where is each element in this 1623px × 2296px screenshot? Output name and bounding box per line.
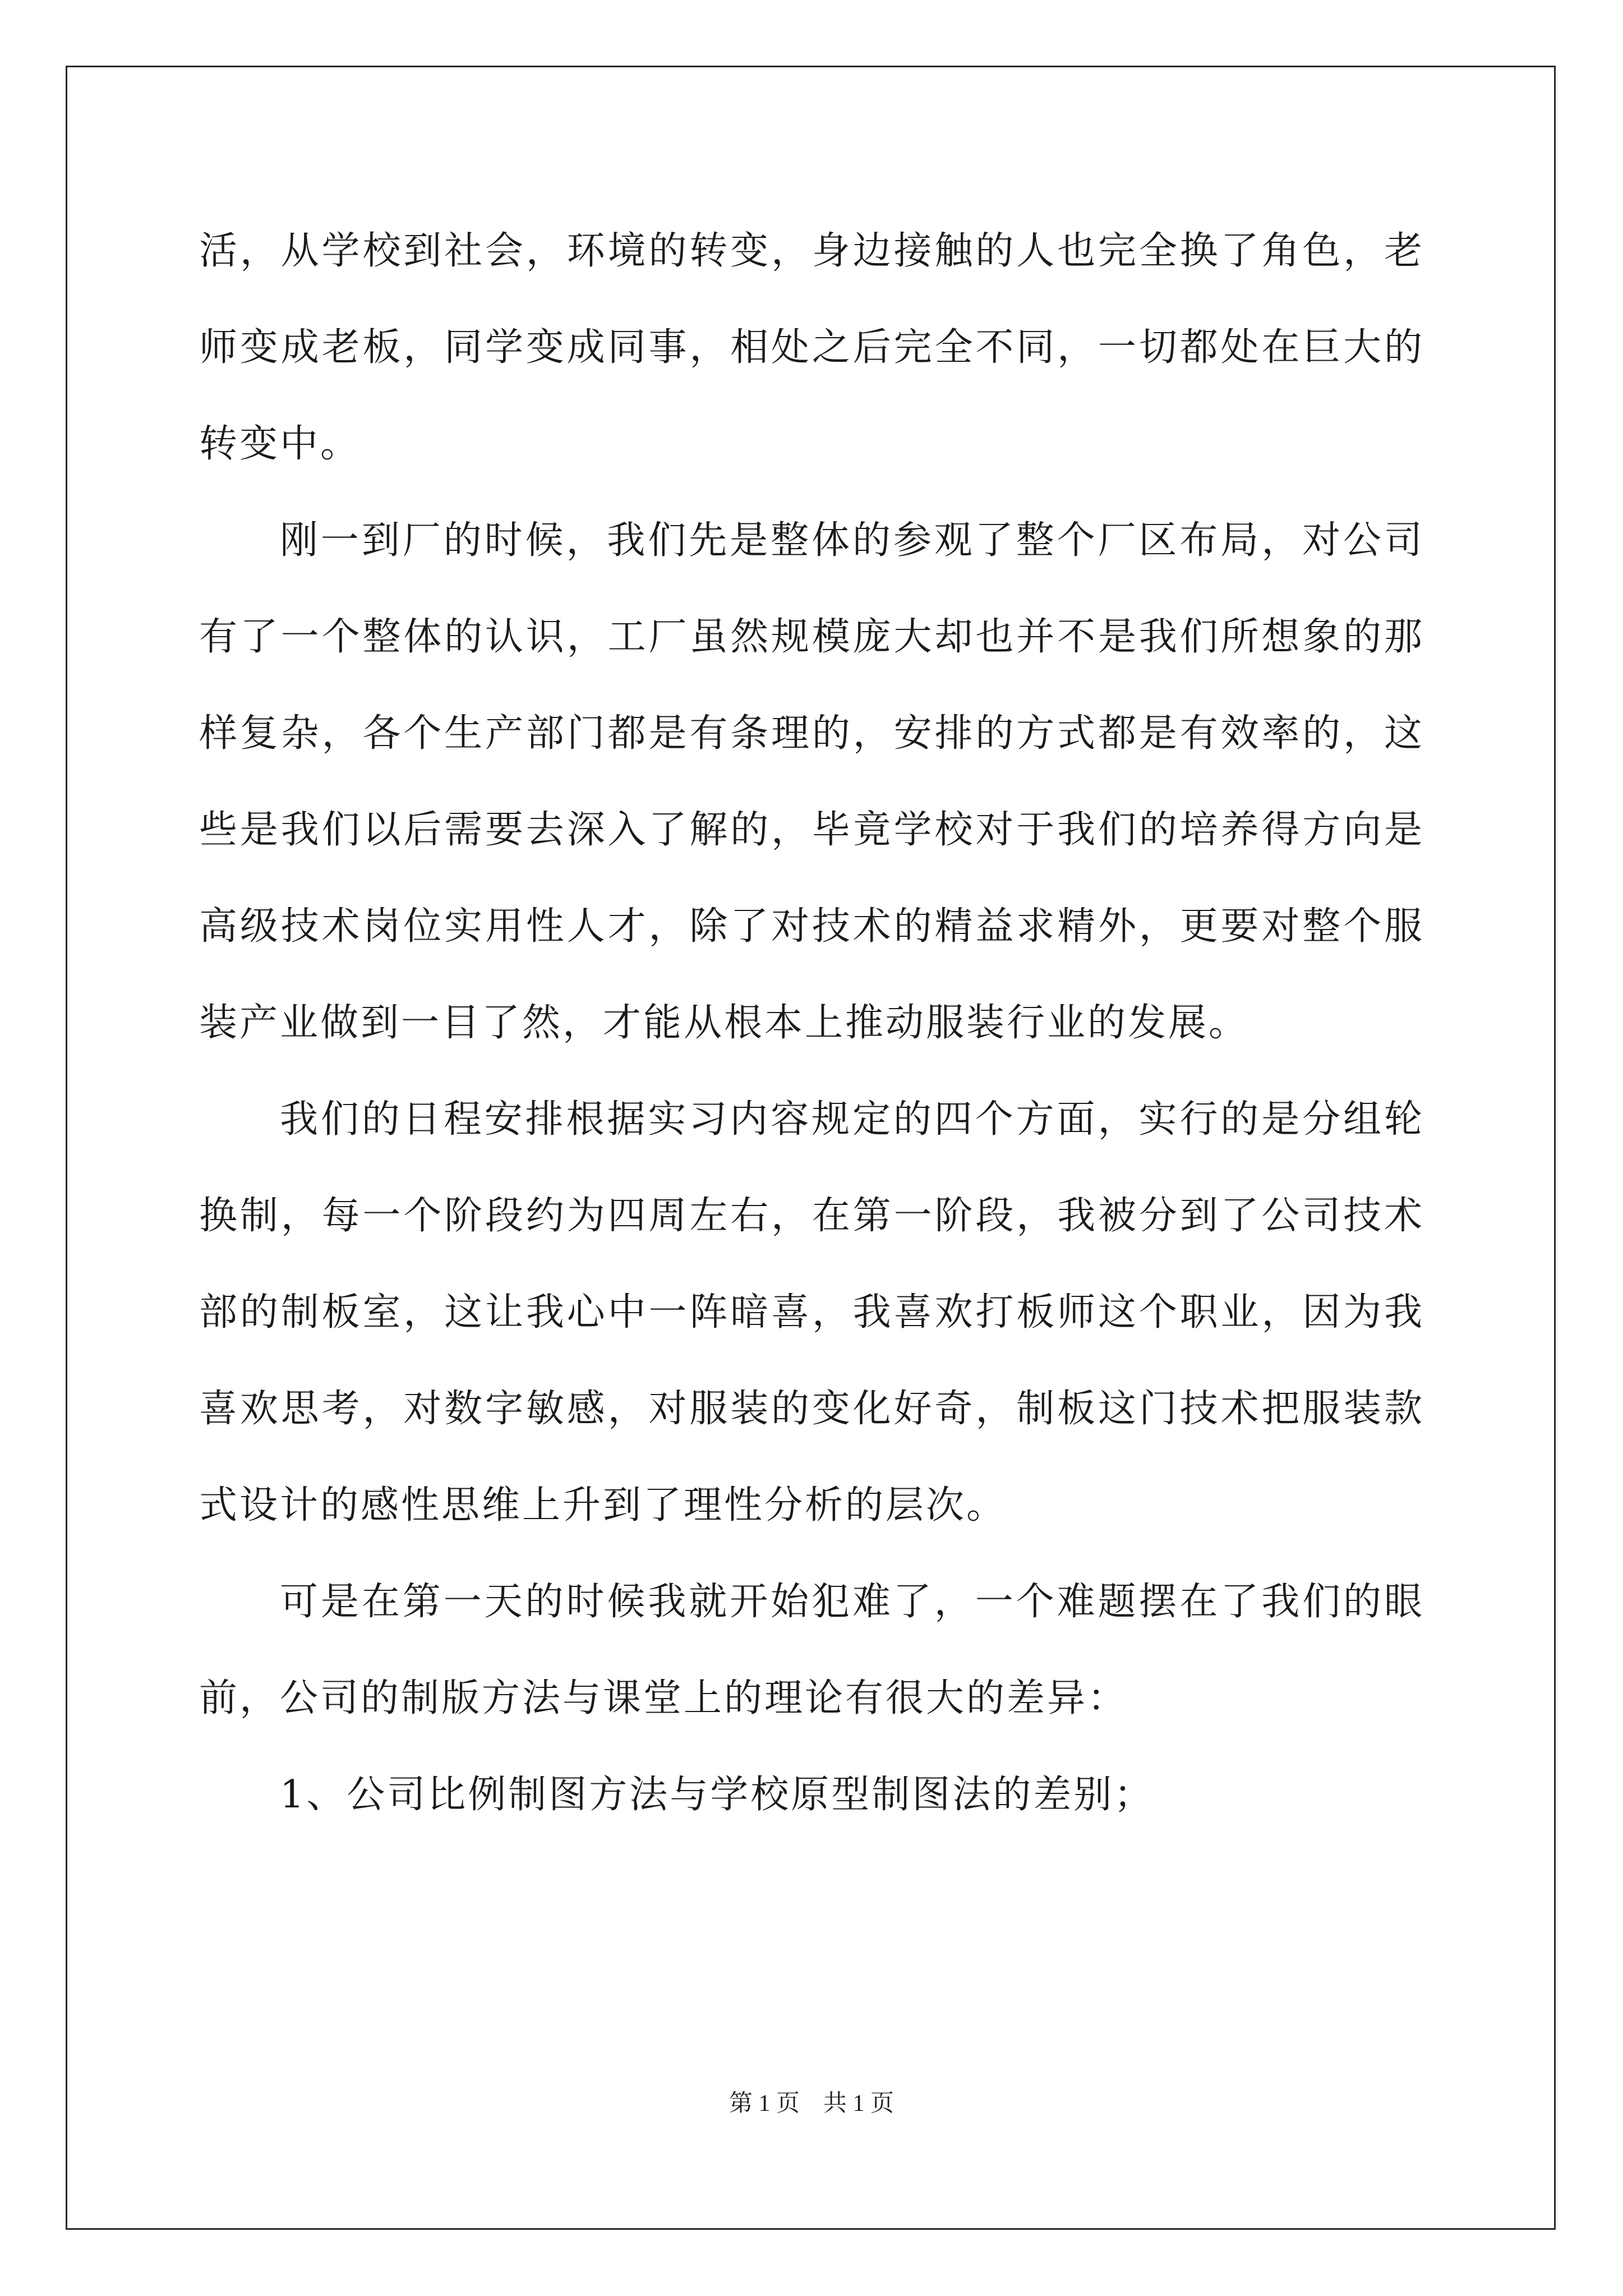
list-item-1: 1、公司比例制图方法与学校原型制图法的差别； bbox=[280, 1773, 1155, 1817]
page-footer: 第 1 页 共 1 页 bbox=[728, 2091, 894, 2116]
document-body bbox=[199, 203, 1424, 1843]
paragraph-continuation: 活，从学校到社会，环境的转变，身边接触的人也完全换了角色，老师变成老板，同学变成同事，相处之后完全不同，一切都处在巨大的转变中。 bbox=[199, 229, 1424, 466]
paragraph-schedule: 我们的日程安排根据实习内容规定的四个方面，实行的是分组轮换制，每一个阶段约为四周左右，在第一阶段，我被分到了公司技术部的制板室，这让我心中一阵暗喜，我喜欢打板师这个职业，因为我喜欢思考，对数字敏感，对服装的变化好奇，制板这门技术把服装款式设计的感性思维上升到了理性分析的层次。 bbox=[199, 1097, 1424, 1527]
paragraph-difficulty: 可是在第一天的时候我就开始犯难了，一个难题摆在了我们的眼前，公司的制版方法与课堂上的理论有很大的差异： bbox=[199, 1580, 1424, 1720]
paragraph-factory-visit: 刚一到厂的时候，我们先是整体的参观了整个厂区布局，对公司有了一个整体的认识，工厂虽然规模庞大却也并不是我们所想象的那样复杂，各个生产部门都是有条理的，安排的方式都是有效率的，这些是我们以后需要去深入了解的，毕竟学校对于我们的培养得方向是高级技术岗位实用性人才，除了对技术的精益求精外，更要对整个服装产业做到一目了然，才能从根本上推动服装行业的发展。 bbox=[199, 518, 1424, 1045]
